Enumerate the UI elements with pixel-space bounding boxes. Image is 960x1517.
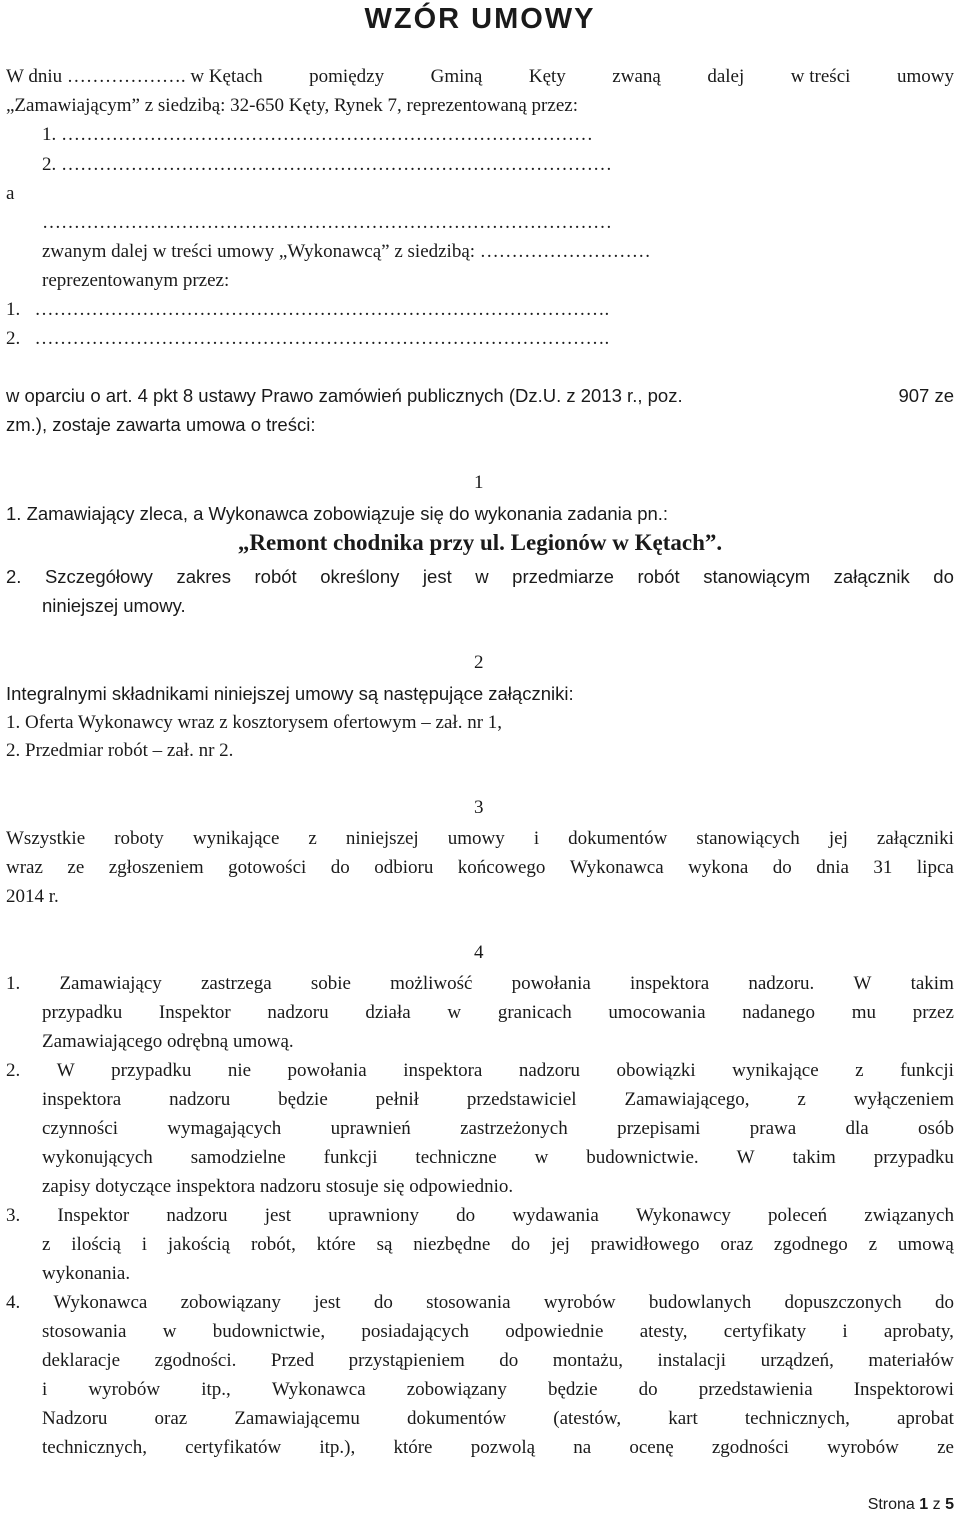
word: uprawnień: [330, 1118, 411, 1139]
word: wraz: [6, 857, 43, 878]
s4-p2-line-5: zapisy dotyczące inspektora nadzoru stosuje się odpowiednio.: [42, 1176, 514, 1197]
word: które: [316, 1234, 356, 1255]
page-counter: [868, 1496, 954, 1514]
word: do: [330, 857, 350, 878]
word: samodzielne: [190, 1147, 286, 1168]
word: powołania: [511, 973, 591, 994]
s4-p4-line-1: [6, 1290, 954, 1316]
word: pozwolą: [470, 1437, 536, 1458]
word: itp.,: [201, 1379, 231, 1400]
word: w: [475, 566, 489, 587]
word: instalacji: [657, 1350, 727, 1371]
word: z: [797, 1089, 806, 1110]
word: z: [868, 1234, 878, 1255]
word: pomiędzy: [309, 66, 385, 87]
s4-p2-line-3: [42, 1116, 954, 1142]
word: umową: [897, 1234, 954, 1255]
word: stanowiących: [696, 828, 800, 849]
word: Wykonawcy: [636, 1205, 731, 1226]
contractor-line: zwanym dalej w treści umowy „Wykonawcą” z siedzibą: ………………………: [42, 241, 651, 262]
word: zgodności: [711, 1437, 789, 1458]
word: przystąpieniem: [348, 1350, 465, 1371]
word: mu: [851, 1002, 877, 1023]
word: budowlanych: [648, 1292, 752, 1313]
word: funkcji: [323, 1147, 378, 1168]
section-1-point-1: 1. Zamawiający zleca, a Wykonawca zobowiązuje się do wykonania zadania pn.:: [6, 503, 669, 524]
word: wykonujących: [42, 1147, 153, 1168]
word: 2.: [6, 1060, 21, 1081]
word: Zamawiającego,: [624, 1089, 750, 1110]
section-2-lead: Integralnymi składnikami niniejszej umowy są następujące załączniki:: [6, 683, 574, 704]
word: 3.: [6, 1205, 21, 1226]
word: ze: [937, 1437, 954, 1458]
word: nadanego: [742, 1002, 816, 1023]
word: wyrobów: [543, 1292, 616, 1313]
word: załącznik: [833, 566, 910, 587]
word: w treści: [790, 66, 851, 87]
word: możliwość: [390, 973, 473, 994]
s4-p3-line-3: wykonania.: [42, 1263, 131, 1284]
word: wykona: [688, 857, 749, 878]
word: zakres: [176, 566, 231, 587]
legal-basis-line-1: [6, 383, 954, 409]
word: w: [534, 1147, 549, 1168]
word: do: [772, 857, 792, 878]
word: zastrzega: [200, 973, 272, 994]
word: 1.: [6, 973, 21, 994]
word: są: [376, 1234, 393, 1255]
word: i: [42, 1379, 48, 1400]
word: do: [499, 1350, 519, 1371]
word: materiałów: [868, 1350, 954, 1371]
s4-p4-line-4: [42, 1377, 954, 1403]
s4-p4-line-3: [42, 1348, 954, 1374]
word: do: [638, 1379, 658, 1400]
word: pełnił: [375, 1089, 419, 1110]
representative-2: 2. ……………………………………………………………………………: [42, 154, 612, 175]
word: dopuszczonych: [784, 1292, 902, 1313]
s4-p4-line-5: [42, 1406, 954, 1432]
word: Inspektorowi: [853, 1379, 954, 1400]
total-pages: 5: [945, 1496, 954, 1513]
word: ze: [67, 857, 85, 878]
word: aprobaty,: [883, 1321, 954, 1342]
word: stosowania: [426, 1292, 511, 1313]
word: do: [456, 1205, 476, 1226]
s4-p1-line-1: [6, 971, 954, 997]
word: Zamawiającemu: [234, 1408, 360, 1429]
word: technicznych,: [42, 1437, 147, 1458]
word: nadzoru: [518, 1060, 581, 1081]
word: jej: [828, 828, 848, 849]
word: Kęty: [528, 66, 566, 87]
section-4-mark: 4: [474, 942, 484, 963]
word: umocowania: [608, 1002, 706, 1023]
word: do: [373, 1292, 393, 1313]
s4-p1-line-2: [42, 1000, 954, 1026]
word: niniejszej: [345, 828, 419, 849]
word: ilością: [71, 1234, 121, 1255]
word: Wykonawca: [271, 1379, 366, 1400]
word: aprobat: [896, 1408, 954, 1429]
word: (atestów,: [553, 1408, 622, 1429]
s4-p2-line-4: [42, 1145, 954, 1171]
word: i: [533, 828, 540, 849]
word: przedstawienia: [698, 1379, 813, 1400]
word: przedmiarze: [512, 566, 614, 587]
document-title: WZÓR UMOWY: [364, 3, 596, 35]
s4-p2-line-1: [6, 1058, 954, 1084]
word: w oparciu o art. 4 pkt 8 ustawy Prawo zamówień publicznych (Dz.U. z 2013 r., poz.: [6, 385, 683, 406]
word: inspektora: [42, 1089, 122, 1110]
word: które: [393, 1437, 433, 1458]
word: montażu,: [552, 1350, 623, 1371]
word: jest: [422, 566, 452, 587]
word: dalej: [707, 66, 745, 87]
word: inspektora: [403, 1060, 483, 1081]
legal-basis-line-2: zm.), zostaje zawarta umowa o treści:: [6, 414, 316, 435]
word: dla: [845, 1118, 869, 1139]
s4-p1-line-3: Zamawiającego odrębną umową.: [42, 1031, 294, 1052]
word: jakością: [167, 1234, 231, 1255]
word: Wszystkie: [6, 828, 86, 849]
word: kart: [668, 1408, 698, 1429]
word: techniczne: [415, 1147, 497, 1168]
word: granicach: [497, 1002, 572, 1023]
word: na: [573, 1437, 592, 1458]
word: z: [42, 1234, 51, 1255]
word: zgodnego: [773, 1234, 848, 1255]
word: zobowiązany: [406, 1379, 507, 1400]
word: będzie: [547, 1379, 598, 1400]
word: Inspektor: [57, 1205, 130, 1226]
word: 2.: [6, 566, 22, 587]
word: zwaną: [612, 66, 661, 87]
word: jest: [264, 1205, 292, 1226]
word: Gminą: [430, 66, 483, 87]
intro-line-1: [6, 64, 954, 90]
word: Wykonawca: [569, 857, 664, 878]
word: W dniu ………………. w Kętach: [6, 66, 263, 87]
word: Nadzoru: [42, 1408, 108, 1429]
current-page: 1: [919, 1496, 929, 1513]
word: w: [447, 1002, 462, 1023]
contractor-name-dots: ………………………………………………………………………………: [42, 212, 612, 233]
word: dokumentów: [568, 828, 668, 849]
word: i: [842, 1321, 848, 1342]
section-3-mark: 3: [474, 797, 484, 818]
page-of: z: [932, 1496, 941, 1513]
page-label: Strona: [867, 1496, 915, 1513]
word: działa: [365, 1002, 411, 1023]
word: budownictwie.: [586, 1147, 699, 1168]
word: i: [141, 1234, 148, 1255]
word: Przed: [270, 1350, 315, 1371]
section-1-point-2-cont: niniejszej umowy.: [42, 595, 186, 616]
word: wynikające: [732, 1060, 819, 1081]
word: Inspektor: [158, 1002, 231, 1023]
word: umowy: [447, 828, 505, 849]
intro-line-2: „Zamawiającym” z siedzibą: 32-650 Kęty, Rynek 7, reprezentowaną przez:: [6, 95, 578, 116]
word: uprawniony: [328, 1205, 419, 1226]
word: przypadku: [42, 1002, 123, 1023]
section-3-line-3: 2014 r.: [6, 886, 59, 907]
word: jest: [314, 1292, 341, 1313]
word: zobowiązany: [180, 1292, 281, 1313]
s4-p3-line-1: [6, 1203, 954, 1229]
word: prawa: [749, 1118, 797, 1139]
word: sobie: [310, 973, 351, 994]
contractor-rep-2: 2. ……………………………………………………………………………….: [6, 328, 610, 349]
word: roboty: [114, 828, 164, 849]
word: nadzoru: [267, 1002, 329, 1023]
word: atesty,: [639, 1321, 688, 1342]
word: nadzoru: [166, 1205, 228, 1226]
word: urządzeń,: [760, 1350, 834, 1371]
word: w: [162, 1321, 177, 1342]
word: oraz: [154, 1408, 188, 1429]
word: gotowości: [228, 857, 307, 878]
word: niezbędne: [413, 1234, 491, 1255]
word: końcowego: [457, 857, 546, 878]
representative-1: 1. …………………………………………………………………………: [42, 124, 593, 145]
word: robót: [637, 566, 680, 587]
word: nadzoru: [169, 1089, 231, 1110]
word: czynności: [42, 1118, 118, 1139]
section-3-line-1: [6, 826, 954, 852]
word: odpowiednie: [505, 1321, 604, 1342]
word: robót,: [250, 1234, 296, 1255]
word: zastrzeżonych: [460, 1118, 568, 1139]
word: obowiązki: [616, 1060, 696, 1081]
word: do: [934, 1292, 954, 1313]
word: przedstawiciel: [466, 1089, 577, 1110]
section-1-mark: 1: [474, 472, 484, 493]
word: wyrobów: [827, 1437, 899, 1458]
word: Zamawiający: [59, 973, 162, 994]
word: przez: [912, 1002, 954, 1023]
word: będzie: [278, 1089, 328, 1110]
word: odbioru: [374, 857, 434, 878]
word: załączniki: [876, 828, 954, 849]
word: zgodności.: [154, 1350, 237, 1371]
word: takim: [910, 973, 954, 994]
task-title: „Remont chodnika przy ul. Legionów w Kętach”.: [237, 530, 723, 555]
section-1-point-2: [6, 564, 954, 590]
word: certyfikatów: [185, 1437, 282, 1458]
word: umowy: [896, 66, 954, 87]
word: stanowiącym: [703, 566, 811, 587]
conjunction-a: a: [6, 183, 15, 204]
word: budownictwie,: [212, 1321, 326, 1342]
word: wymagających: [167, 1118, 282, 1139]
word: ocenę: [629, 1437, 674, 1458]
s4-p4-line-2: [42, 1319, 954, 1345]
word: lipca: [916, 857, 954, 878]
word: związanych: [864, 1205, 954, 1226]
word: W: [736, 1147, 755, 1168]
word: prawidłowego: [590, 1234, 700, 1255]
word: nie: [227, 1060, 252, 1081]
contractor-rep-1: 1. ……………………………………………………………………………….: [6, 299, 610, 320]
word: funkcji: [900, 1060, 954, 1081]
word: jej: [550, 1234, 570, 1255]
word: stosowania: [42, 1321, 127, 1342]
word: osób: [918, 1118, 954, 1139]
word: wyłączeniem: [853, 1089, 954, 1110]
word: wynikające: [192, 828, 280, 849]
word: do: [511, 1234, 531, 1255]
word: do: [933, 566, 954, 587]
s4-p3-line-2: [42, 1232, 954, 1258]
word: poleceń: [768, 1205, 828, 1226]
section-2-mark: 2: [474, 652, 484, 673]
word: z: [308, 828, 317, 849]
word: deklaracje: [42, 1350, 121, 1371]
word: dnia: [816, 857, 849, 878]
word: określony: [320, 566, 400, 587]
word: certyfikaty: [723, 1321, 807, 1342]
represented-by: reprezentowanym przez:: [42, 270, 230, 291]
section-3-line-2: [6, 855, 954, 881]
word: z: [855, 1060, 864, 1081]
word: robót: [254, 566, 297, 587]
word: 907 ze: [898, 385, 954, 406]
word: wydawania: [512, 1205, 599, 1226]
word: dokumentów: [406, 1408, 507, 1429]
word: Wykonawca: [53, 1292, 148, 1313]
word: Szczegółowy: [44, 566, 153, 587]
s4-p2-line-2: [42, 1087, 954, 1113]
word: posiadających: [361, 1321, 469, 1342]
word: W: [853, 973, 872, 994]
word: przypadku: [873, 1147, 954, 1168]
word: oraz: [720, 1234, 754, 1255]
s4-p4-line-6: [42, 1435, 954, 1461]
word: przepisami: [617, 1118, 701, 1139]
attachment-2: 2. Przedmiar robót – zał. nr 2.: [6, 740, 234, 761]
word: inspektora: [629, 973, 710, 994]
word: zgłoszeniem: [108, 857, 204, 878]
word: nadzoru.: [748, 973, 815, 994]
word: wyrobów: [88, 1379, 161, 1400]
attachment-1: 1. Oferta Wykonawcy wraz z kosztorysem ofertowym – zał. nr 1,: [6, 712, 503, 733]
word: przypadku: [111, 1060, 192, 1081]
word: W: [56, 1060, 75, 1081]
word: technicznych,: [744, 1408, 850, 1429]
word: powołania: [287, 1060, 367, 1081]
word: 4.: [6, 1292, 21, 1313]
word: itp.),: [319, 1437, 356, 1458]
word: takim: [792, 1147, 836, 1168]
word: 31: [873, 857, 893, 878]
